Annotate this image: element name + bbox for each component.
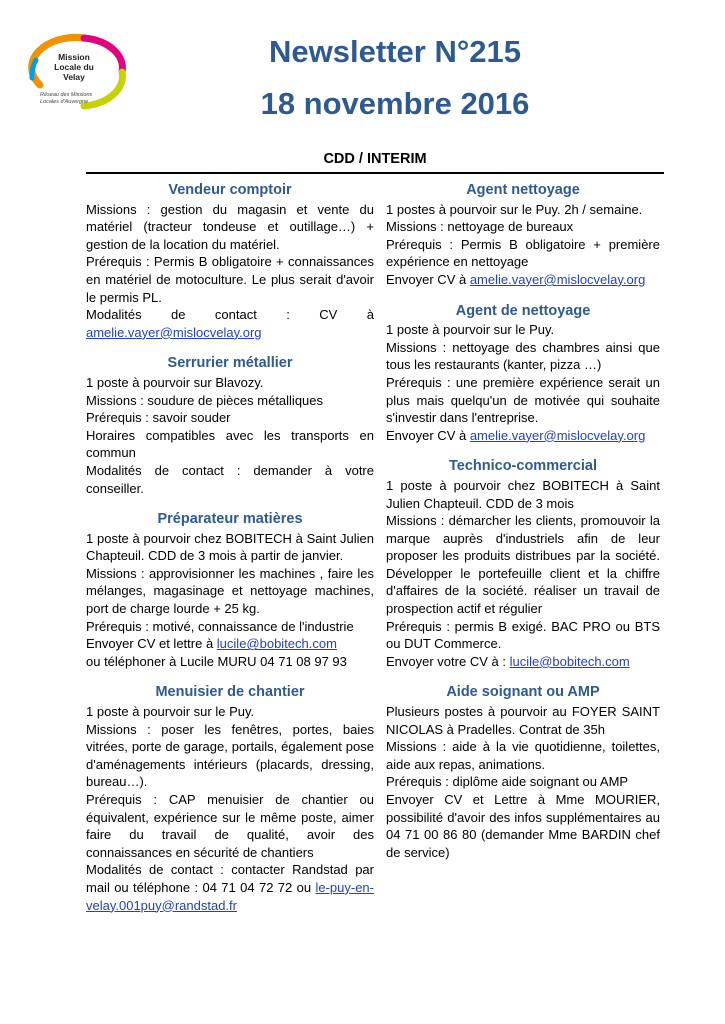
job-text: Missions : aide à la vie quotidienne, toilettes, aide aux repas, animations.: [386, 739, 660, 772]
job-agent-nettoyage: [386, 182, 660, 289]
job-text: Missions : nettoyage des chambres ainsi que tous les restaurants (kanter, pizza …): [386, 339, 660, 373]
job-text: Prérequis : Permis B obligatoire + première expérience en nettoyage: [386, 236, 660, 270]
newsletter-title: Newsletter N°215: [269, 34, 521, 69]
job-text-line: [86, 635, 374, 653]
contact-email-link[interactable]: lucile@bobitech.com: [509, 653, 630, 669]
job-text: Prérequis : une première expérience serait un plus mais quelqu'un de motivée qui souhaite s'investir dans l'entreprise.: [386, 374, 660, 426]
job-text-line: [386, 374, 660, 427]
job-text-line: [386, 512, 660, 618]
job-contact-extra: ou téléphoner à Lucile MURU 04 71 08 97 93: [86, 653, 347, 669]
job-title: Technico-commercial: [448, 458, 597, 475]
job-text: Missions : nettoyage de bureaux: [386, 219, 574, 235]
contact-email-link[interactable]: lucile@bobitech.com: [216, 636, 337, 652]
contact-email-link[interactable]: amelie.vayer@mislocvelay.org: [86, 324, 262, 340]
job-text: Missions : démarcher les clients, promouvoir la marque auprès d'industriels afin de leur proposer les produits distribues par la société. Développer le portefeuille client et la chiffre d'affaires de la société. réaliser un travail de prospection actif et régulier: [386, 513, 660, 617]
job-text-line: [86, 253, 374, 306]
job-preparateur-matieres: [86, 511, 374, 670]
job-text: Envoyer CV et lettre à: [86, 636, 214, 652]
job-text: Prérequis : savoir souder: [86, 410, 231, 426]
mission-locale-logo: [22, 30, 127, 115]
job-text-line: [386, 738, 660, 773]
job-text: Envoyer CV et Lettre à Mme MOURIER, possibilité d'avoir des infos supplémentaires au 04 71 00 86 80 (demander Mme BARDIN chef de service): [386, 792, 660, 860]
job-title: Vendeur comptoir: [168, 182, 292, 198]
job-text-line: [386, 321, 660, 339]
job-agent-de-nettoyage: [386, 303, 660, 445]
job-text: Prérequis : motivé, connaissance de l'industrie: [86, 618, 354, 634]
job-text-line: [386, 236, 660, 271]
job-text: Envoyer CV à: [386, 271, 467, 287]
job-text: Missions : soudure de pièces métalliques: [86, 392, 324, 408]
job-text-line: [386, 477, 660, 512]
job-text: Missions : gestion du magasin et vente du matériel (tracteur tondeuse et outillage…) + gestion de la location du matériel.: [86, 201, 374, 252]
job-title: Aide soignant ou AMP: [446, 684, 600, 701]
job-text-line: [86, 530, 374, 565]
contact-email-link[interactable]: amelie.vayer@mislocvelay.org: [469, 427, 646, 443]
job-text: 1 poste à pourvoir chez BOBITECH à Saint Julien Chapteuil. CDD de 3 mois: [386, 477, 660, 511]
logo-subtitle: Réseau des Missions Locales d'Auvergne: [40, 92, 93, 105]
job-text-line: [86, 618, 374, 636]
job-text: Envoyer CV à: [386, 427, 467, 443]
job-text: 1 postes à pourvoir sur le Puy. 2h / semaine.: [386, 201, 643, 217]
job-text: Plusieurs postes à pourvoir au FOYER SAINT NICOLAS à Pradelles. Contrat de 35h: [386, 704, 660, 737]
logo-title: Mission Locale du Velay: [54, 52, 94, 82]
job-text-line: [386, 618, 660, 653]
job-menuisier-de-chantier: [86, 684, 374, 914]
job-title: Serrurier métallier: [167, 355, 293, 372]
job-text: Missions : approvisionner les machines , faire les mélanges, magasinage et nettoyage machines, port de charge lourde + 25 kg.: [86, 565, 374, 617]
contact-email-link[interactable]: amelie.vayer@mislocvelay.org: [469, 271, 646, 287]
job-text-line: [386, 791, 660, 861]
job-text-line: [86, 392, 374, 410]
job-text: 1 poste à pourvoir chez BOBITECH à Saint Julien Chapteuil. CDD de 3 mois à partir de janvier.: [86, 530, 374, 564]
job-text: Modalités de contact : contacter Randstad par mail ou téléphone : 04 71 04 72 72 ou: [86, 862, 374, 895]
right-column: [386, 182, 660, 875]
job-text-line: [86, 721, 374, 791]
job-aide-soignant-ou-amp: [386, 684, 660, 861]
job-text-line: [86, 861, 374, 914]
job-text-line: [86, 462, 374, 497]
job-text-line: [386, 773, 660, 791]
job-text-line: [86, 427, 374, 462]
job-text: 1 poste à pourvoir sur Blavozy.: [86, 374, 264, 390]
job-serrurier-metallier: [86, 355, 374, 497]
job-text-line: [386, 271, 660, 289]
job-text-line: [386, 218, 660, 236]
job-text: Modalités de contact : demander à votre conseiller.: [86, 462, 374, 496]
job-text: 1 poste à pourvoir sur le Puy.: [86, 704, 255, 720]
job-text: Prérequis : CAP menuisier de chantier ou équivalent, expérience sur le même poste, aimer faire du travail de qualité, avoir des connaissances en sécurité de chantiers: [86, 792, 374, 860]
job-text: Prérequis : permis B exigé. BAC PRO ou BTS ou DUT Commerce.: [386, 618, 660, 652]
job-technico-commercial: [386, 458, 660, 670]
job-text: Horaires compatibles avec les transports en commun: [86, 427, 374, 461]
job-text-line: [86, 201, 374, 254]
job-text: Missions : poser les fenêtres, portes, baies vitrées, porte de garage, portails, également pose d'aménagements intérieurs (placards, dressing, bureau…).: [86, 721, 374, 790]
job-text: Envoyer votre CV à :: [386, 653, 506, 669]
job-text: Modalités de contact : CV à: [86, 307, 374, 323]
job-text-line: [386, 703, 660, 738]
job-text-line: [86, 791, 374, 861]
job-text-line: [386, 339, 660, 374]
job-text-line: [386, 427, 660, 445]
job-title: Agent nettoyage: [466, 182, 580, 198]
job-text-line: [86, 374, 374, 392]
contact-email-link[interactable]: le-puy-en-velay.001puy@randstad.fr: [86, 879, 374, 913]
job-text-line: [386, 201, 660, 219]
job-text: Prérequis : diplôme aide soignant ou AMP: [386, 774, 629, 790]
job-title: Menuisier de chantier: [155, 684, 305, 701]
job-text: Prérequis : Permis B obligatoire + connaissances en matériel de motoculture. Le plus serait d'avoir le permis PL.: [86, 254, 374, 305]
job-text-line: [86, 703, 374, 721]
job-title: Agent de nettoyage: [455, 302, 591, 319]
newsletter-date: 18 novembre 2016: [260, 86, 530, 121]
section-heading: CDD / INTERIM: [323, 151, 427, 167]
job-text-line: [86, 306, 374, 341]
job-text-line: [86, 409, 374, 427]
job-text-line: [86, 565, 374, 618]
section-divider: [86, 172, 664, 174]
left-column: [86, 182, 374, 928]
job-text: 1 poste à pourvoir sur le Puy.: [386, 322, 555, 338]
job-text-line: [386, 653, 660, 671]
job-vendeur-comptoir: [86, 182, 374, 341]
job-title: Préparateur matières: [157, 511, 303, 528]
